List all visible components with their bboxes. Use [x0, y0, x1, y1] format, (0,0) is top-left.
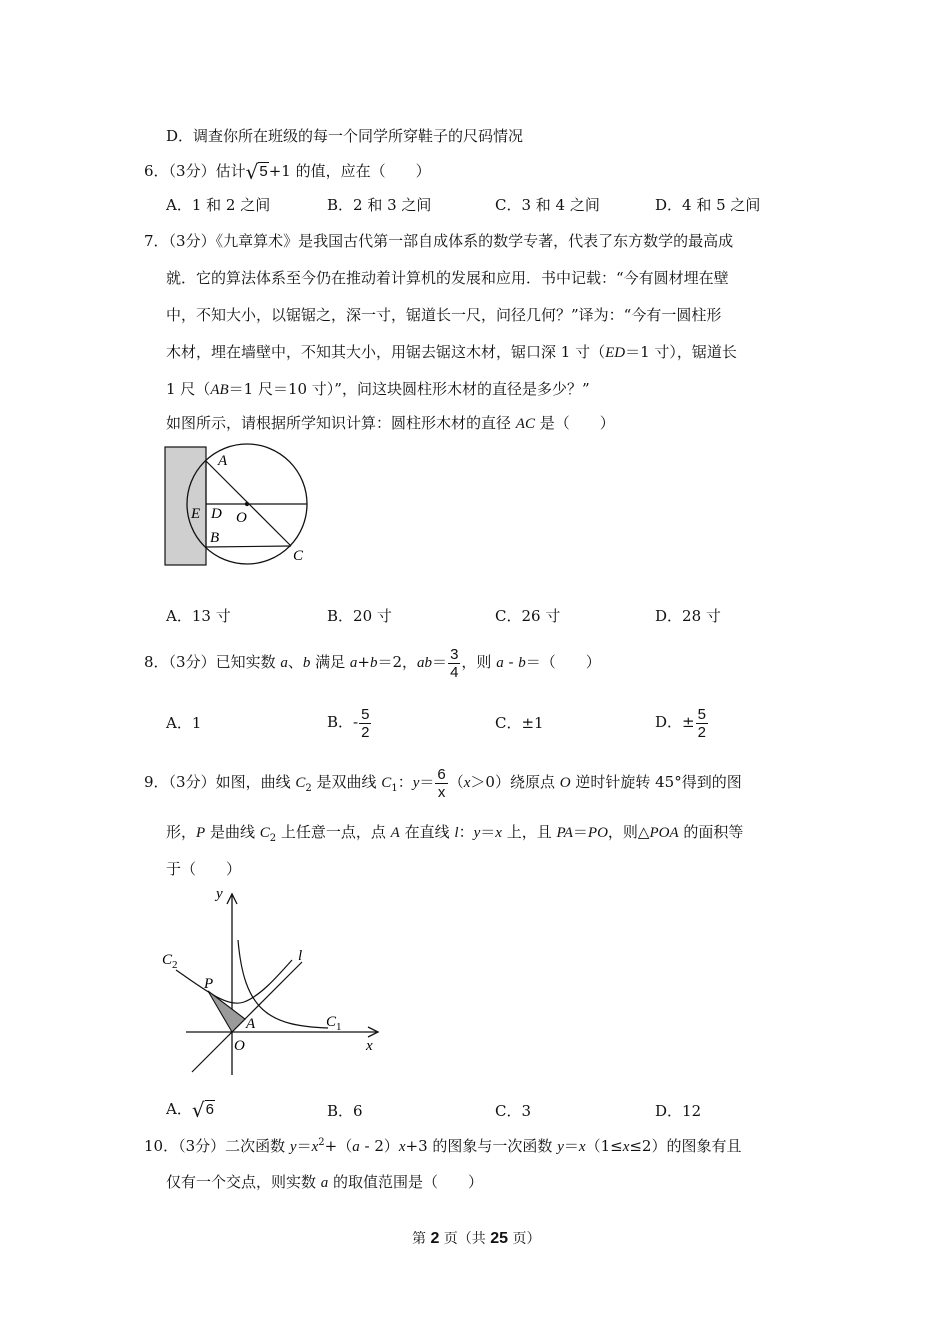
q8-number: 8． [144, 653, 169, 671]
q8-fraction [448, 647, 460, 680]
q9-frac-num: 6 [437, 765, 446, 783]
q7-text-4b: ＝1 寸），锯道长 [625, 343, 737, 361]
q7-text-1: （3分）《九章算术》是我国古代第一部自成体系的数学专著，代表了东方数学的最高成 [168, 232, 734, 250]
q7-text-5b: ＝1 尺＝10 寸）”，问这块圆柱形木材的直径是多少？” [228, 380, 590, 398]
q10-var-x4: x [622, 1139, 630, 1155]
q7-text-4a: 木材，埋在墙壁中，不知其大小，用锯去锯这木材，锯口深 1 寸（ [166, 343, 606, 361]
q9-l2-c: C [259, 825, 270, 841]
q9-l2-p: P [196, 825, 206, 841]
q6-option-b: B．2 和 3 之间 [327, 196, 432, 214]
q10-text-h: ≤2）的图象有且 [629, 1137, 742, 1155]
q10-text-2b: 的取值范围是（ ） [328, 1173, 484, 1191]
q7-option-d: D．28 寸 [655, 607, 721, 625]
q6-option-d: D．4 和 5 之间 [655, 196, 761, 214]
q10-text-b: ＝ [296, 1137, 312, 1155]
q10-var-x: x [311, 1139, 319, 1155]
q10-var-x3: x [578, 1139, 586, 1155]
footer-text-b: 页（共 [439, 1231, 491, 1247]
q9-line-1 [144, 762, 742, 809]
q10-var-x2: x [398, 1139, 406, 1155]
q8-option-d-fraction [696, 707, 708, 740]
q9-label-c2: $C_2$ [162, 952, 178, 971]
q7-line-bc [206, 546, 291, 547]
q9-option-a-sqrt: √ 6 [191, 1098, 214, 1122]
q7-label-e: E [191, 506, 201, 522]
q10-var-y2: y [557, 1139, 564, 1155]
q8-option-b-num: 5 [361, 705, 370, 723]
q9-label-o: O [234, 1038, 245, 1054]
q7-number: 7． [144, 232, 169, 250]
footer-text-c: 页） [508, 1231, 541, 1247]
q9-option-c: C．3 [495, 1102, 532, 1120]
q9-l2-i: ＝ [572, 823, 588, 841]
q9-label-c1: $C_1$ [326, 1014, 342, 1033]
footer-page-number: 2 [430, 1230, 440, 1247]
q8-cond1-text: 满足 [310, 653, 350, 671]
q7-label-b: B [210, 530, 220, 546]
q9-text-1: （3分）如图，曲线 [168, 773, 296, 791]
q8-sep: 、 [287, 653, 303, 671]
q10-var-y: y [289, 1139, 297, 1155]
q9-l2-pa: PA [556, 825, 573, 841]
q9-label-a: A [246, 1016, 256, 1032]
q10-text-c: +（ [324, 1137, 353, 1155]
footer-text-a: 第 [412, 1231, 431, 1247]
q9-l2-c-sub: 2 [269, 833, 277, 844]
q9-var-o: O [559, 775, 571, 791]
q8-option-b [327, 702, 372, 742]
q8-option-c: C．±1 [495, 714, 544, 732]
q8-option-d-label: D． [655, 713, 683, 731]
q6-sqrt: √ 5 [245, 160, 268, 184]
q9-label-x: x [366, 1038, 373, 1054]
q8-option-b-label: B． [327, 713, 354, 731]
q7-figure [160, 440, 320, 575]
q8-frac-den: 4 [450, 663, 459, 681]
q9-line-3: 于（ ） [166, 860, 242, 878]
q9-var-c2: C [295, 775, 306, 791]
footer-total-pages: 25 [490, 1230, 509, 1247]
q7-option-a: A．13 寸 [166, 607, 231, 625]
q9-label-y: y [216, 886, 223, 902]
q9-label-l: l [298, 948, 303, 964]
q7-line-1 [144, 230, 733, 251]
q7-label-d: D [211, 506, 222, 522]
q7-text-6b: 是（ ） [534, 414, 615, 432]
q9-var-y: y [412, 775, 420, 791]
q6-suffix: +1 的值，应在（ ） [268, 162, 431, 180]
q8-option-d-sign: ± [682, 713, 695, 731]
q9-l2-h: 上，且 [501, 823, 557, 841]
q7-var-ac: AC [515, 416, 535, 432]
q8-ask-minus: - [503, 653, 519, 671]
q8-ask-var-b: b [518, 655, 526, 671]
q8-stem [144, 644, 601, 681]
q9-l2-k: 的面积等 [678, 823, 744, 841]
q9-option-b: B．6 [327, 1102, 363, 1120]
q8-option-b-den: 2 [361, 723, 370, 741]
q7-option-b: B．20 寸 [327, 607, 392, 625]
q8-option-d-num: 5 [697, 705, 706, 723]
q9-l2-l: l [454, 825, 459, 841]
q10-text-e: +3 的图象与一次函数 [405, 1137, 558, 1155]
q7-line-6 [166, 412, 615, 433]
q9-figure [158, 880, 388, 1080]
q7-text-6a: 如图所示，请根据所学知识计算：圆柱形木材的直径 [166, 414, 516, 432]
q9-l2-y: y [473, 825, 481, 841]
q9-text-7: 逆时针旋转 45°得到的图 [570, 773, 742, 791]
q9-text-3: ： [397, 773, 413, 791]
q7-text-5a: 1 尺（ [166, 380, 211, 398]
q9-label-p: P [204, 976, 214, 992]
q6-option-c: C．3 和 4 之间 [495, 196, 600, 214]
q8-cond1-var-b: b [370, 655, 378, 671]
q7-line-4 [166, 341, 737, 362]
q7-label-a: A [218, 453, 228, 469]
q9-option-a [166, 1098, 215, 1122]
q9-frac-den: x [437, 783, 446, 801]
q8-option-b-sign: - [353, 713, 359, 731]
q9-option-a-label: A． [166, 1100, 192, 1118]
q10-text-2a: 仅有一个交点，则实数 [166, 1173, 321, 1191]
q5-option-d: D．调查你所在班级的每一个同学所穿鞋子的尺码情况 [166, 127, 524, 145]
q9-l2-f: ： [458, 823, 474, 841]
q8-cond1-var-a: a [349, 655, 358, 671]
q7-label-c: C [293, 548, 304, 564]
q10-line-2 [166, 1171, 483, 1192]
q8-option-a: A．1 [166, 714, 202, 732]
q8-cond2-eq: ＝ [432, 653, 448, 671]
q9-l2-poa: POA [649, 825, 679, 841]
q7-label-o: O [236, 510, 247, 526]
q8-prefix: （3分）已知实数 [168, 653, 281, 671]
q9-var-c1: C [381, 775, 392, 791]
q10-text-d: - 2） [359, 1137, 399, 1155]
q8-cond1-plus: + [357, 653, 370, 671]
q9-text-2: 是双曲线 [311, 773, 382, 791]
q7-option-c: C．26 寸 [495, 607, 561, 625]
q9-curve-c2 [176, 960, 292, 1003]
q9-l2-point-a: A [390, 825, 400, 841]
q8-ask-var-a: a [496, 655, 504, 671]
q9-option-d: D．12 [655, 1102, 702, 1120]
q9-text-5: （ [448, 773, 464, 791]
q8-frac-num: 3 [450, 645, 459, 663]
q7-var-ab: AB [210, 382, 229, 398]
q6-prefix: （3分）估计 [168, 162, 246, 180]
q10-text-f: ＝ [563, 1137, 579, 1155]
q9-l2-b: 是曲线 [205, 823, 260, 841]
q9-text-4: ＝ [419, 773, 435, 791]
q10-text-g: （1≤ [585, 1137, 623, 1155]
q10-line2-var-a: a [320, 1175, 329, 1191]
q6-option-a: A．1 和 2 之间 [166, 196, 271, 214]
q9-text-6: ＞0）绕原点 [470, 773, 560, 791]
q6-stem [144, 160, 431, 184]
q7-var-ed: ED [605, 345, 626, 361]
q9-line-2 [166, 821, 743, 844]
q10-number: 10． [144, 1137, 179, 1155]
page-footer [412, 1228, 541, 1248]
q9-fraction [435, 767, 447, 800]
q10-sup: 2 [318, 1137, 325, 1148]
q8-var-b: b [302, 655, 311, 671]
q9-triangle-poa [208, 991, 245, 1032]
q8-option-d-den: 2 [697, 723, 706, 741]
q9-l2-d: 上任意一点，点 [276, 823, 391, 841]
q8-ask-a: ，则 [461, 653, 497, 671]
q9-number: 9． [144, 773, 169, 791]
q6-number: 6． [144, 162, 169, 180]
q9-l2-e: 在直线 [399, 823, 455, 841]
q9-l2-g: ＝ [480, 823, 496, 841]
q8-option-b-fraction [359, 707, 371, 740]
q9-l2-a: 形， [166, 823, 197, 841]
q8-var-a: a [280, 655, 288, 671]
q9-var-x: x [463, 775, 471, 791]
q8-ask-b: ＝（ ） [525, 653, 601, 671]
q9-var-c2-sub: 2 [305, 783, 312, 794]
q8-cond2-var: ab [417, 655, 433, 671]
q9-l2-po: PO [587, 825, 608, 841]
q9-var-c1-sub: 1 [391, 783, 398, 794]
q10-text-a: （3分）二次函数 [178, 1137, 290, 1155]
q7-line-5 [166, 378, 590, 399]
q7-line-2: 就．它的算法体系至今仍在推动着计算机的发展和应用．书中记载：“今有圆材埋在壁 [166, 269, 729, 287]
q8-option-d [655, 702, 709, 742]
q9-curve-c1 [238, 940, 328, 1028]
q7-center-dot [245, 502, 249, 506]
q7-line-3: 中，不知大小，以锯锯之，深一寸，锯道长一尺，问径几何？”译为：“今有一圆柱形 [166, 306, 722, 324]
q10-var-a: a [352, 1139, 360, 1155]
q9-l2-j: ，则△ [607, 823, 650, 841]
q9-l2-x: x [495, 825, 502, 841]
q10-line-1 [144, 1135, 741, 1156]
q8-cond1-eq: ＝2， [377, 653, 418, 671]
